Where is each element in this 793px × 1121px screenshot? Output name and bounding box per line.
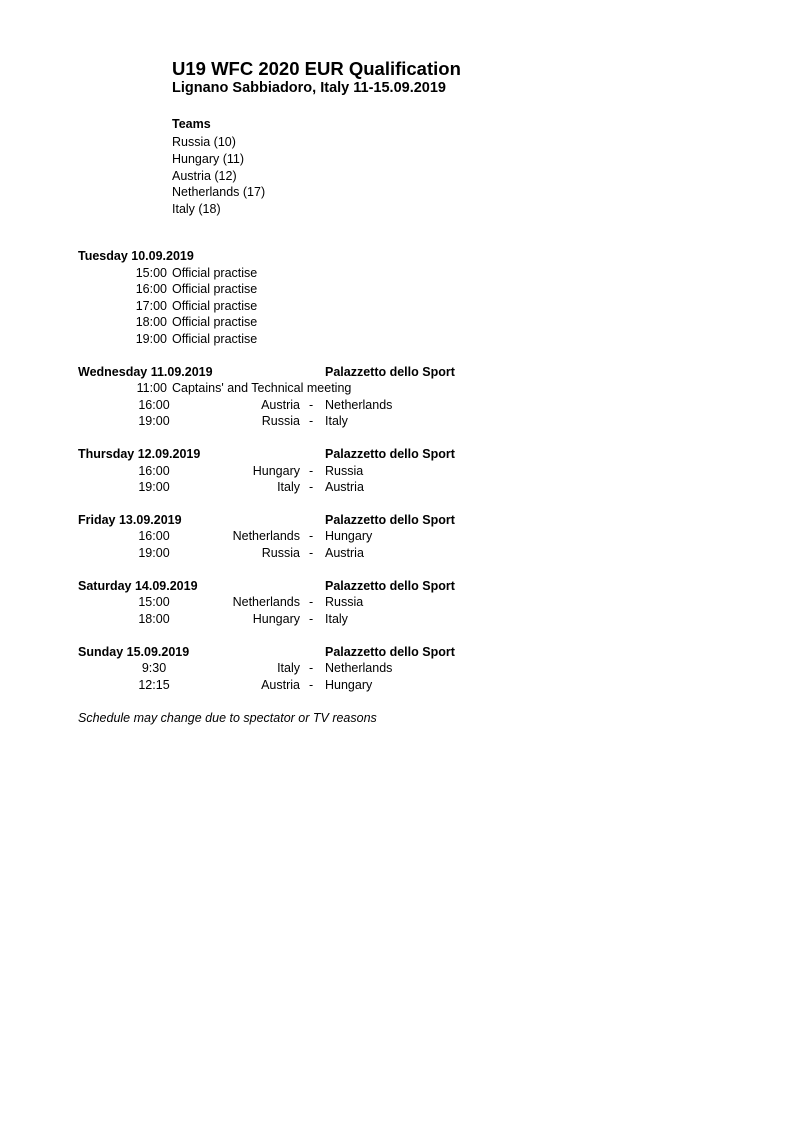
schedule-note: Schedule may change due to spectator or TV reasons (78, 711, 377, 725)
match-separator: - (309, 414, 314, 428)
event-time: 16:00 (135, 282, 167, 296)
match-time: 18:00 (138, 612, 170, 626)
venue-label: Palazzetto dello Sport (325, 513, 455, 527)
event-time: 11:00 (136, 381, 167, 395)
event-text: Official practise (172, 315, 258, 329)
match-home-team: Netherlands (232, 529, 300, 543)
team-item: Hungary (11) (172, 152, 245, 166)
match-separator: - (309, 480, 314, 494)
match-home-team: Netherlands (232, 595, 300, 609)
match-time: 12:15 (138, 678, 170, 692)
match-separator: - (309, 612, 314, 626)
match-away-team: Hungary (325, 529, 373, 543)
day-heading: Friday 13.09.2019 (78, 513, 182, 527)
match-home-team: Hungary (252, 612, 300, 626)
match-away-team: Hungary (325, 678, 373, 692)
match-home-team: Austria (261, 678, 300, 692)
match-separator: - (309, 595, 314, 609)
match-away-team: Netherlands (325, 398, 393, 412)
team-item: Italy (18) (172, 202, 221, 216)
match-separator: - (309, 398, 314, 412)
page-title: U19 WFC 2020 EUR Qualification (172, 58, 461, 79)
match-away-team: Russia (325, 464, 364, 478)
day-heading: Thursday 12.09.2019 (78, 447, 201, 461)
match-away-team: Netherlands (325, 661, 393, 675)
match-time: 16:00 (138, 529, 170, 543)
match-time: 19:00 (138, 480, 170, 494)
match-separator: - (309, 546, 314, 560)
match-away-team: Italy (325, 612, 348, 626)
event-text: Captains' and Technical meeting (172, 381, 352, 395)
match-time: 16:00 (138, 464, 170, 478)
day-heading: Sunday 15.09.2019 (78, 645, 190, 659)
match-away-team: Italy (325, 414, 348, 428)
page-subtitle: Lignano Sabbiadoro, Italy 11-15.09.2019 (172, 80, 446, 96)
event-time: 18:00 (135, 315, 167, 329)
match-separator: - (309, 464, 314, 478)
event-time: 17:00 (135, 299, 167, 313)
team-item: Netherlands (17) (172, 185, 266, 199)
match-time: 19:00 (138, 546, 170, 560)
match-time: 9:30 (141, 661, 167, 675)
event-time: 19:00 (135, 332, 167, 346)
event-text: Official practise (172, 332, 258, 346)
teams-heading: Teams (172, 117, 211, 131)
venue-label: Palazzetto dello Sport (325, 447, 455, 461)
match-home-team: Hungary (252, 464, 300, 478)
match-away-team: Austria (325, 546, 364, 560)
match-separator: - (309, 678, 314, 692)
match-home-team: Italy (277, 661, 300, 675)
event-text: Official practise (172, 266, 258, 280)
event-text: Official practise (172, 282, 258, 296)
team-item: Austria (12) (172, 169, 237, 183)
day-heading: Tuesday 10.09.2019 (78, 249, 194, 263)
match-home-team: Russia (261, 414, 300, 428)
match-away-team: Austria (325, 480, 364, 494)
match-away-team: Russia (325, 595, 364, 609)
venue-label: Palazzetto dello Sport (325, 365, 455, 379)
match-time: 16:00 (138, 398, 170, 412)
event-time: 15:00 (135, 266, 167, 280)
day-heading: Saturday 14.09.2019 (78, 579, 198, 593)
venue-label: Palazzetto dello Sport (325, 645, 455, 659)
match-home-team: Austria (261, 398, 300, 412)
team-item: Russia (10) (172, 135, 236, 149)
venue-label: Palazzetto dello Sport (325, 579, 455, 593)
match-time: 15:00 (138, 595, 170, 609)
match-time: 19:00 (138, 414, 170, 428)
match-home-team: Italy (277, 480, 300, 494)
match-separator: - (309, 529, 314, 543)
day-heading: Wednesday 11.09.2019 (78, 365, 213, 379)
match-separator: - (309, 661, 314, 675)
event-text: Official practise (172, 299, 258, 313)
match-home-team: Russia (261, 546, 300, 560)
